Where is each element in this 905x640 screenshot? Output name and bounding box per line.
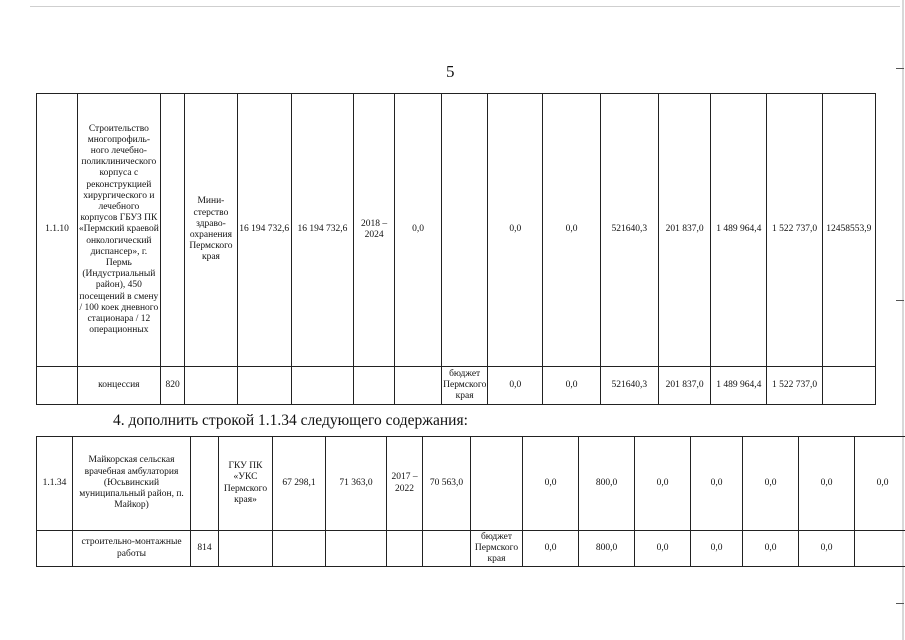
empty-cell [471, 437, 523, 531]
cell-value: 0,0 [743, 437, 799, 531]
funding-source: бюджет Пермского края [442, 367, 488, 405]
empty-cell [37, 531, 73, 567]
empty-cell [291, 367, 353, 405]
empty-cell [160, 94, 185, 367]
scan-mark [896, 603, 904, 604]
sub-item-name: концессия [77, 367, 160, 405]
cell-cost-2: 71 363,0 [326, 437, 387, 531]
budget-code: 820 [160, 367, 185, 405]
table-row [37, 531, 905, 567]
cell-cost-2: 16 194 732,6 [291, 94, 353, 367]
cell-value: 800,0 [579, 437, 635, 531]
program-table-2 [36, 436, 905, 567]
responsible-agency: ГКУ ПК «УКС Пермского края» [219, 437, 273, 531]
scan-edge-top [30, 6, 900, 7]
cell-value: 0,0 [543, 367, 600, 405]
row-code: 1.1.34 [37, 437, 73, 531]
cell-value: 0,0 [523, 531, 579, 567]
cell-value: 0,0 [635, 531, 691, 567]
cell-value: 0,0 [799, 531, 855, 567]
amendment-heading: 4. дополнить строкой 1.1.34 следующего содержания: [113, 412, 468, 429]
cell-value: 0,0 [523, 437, 579, 531]
program-table-1 [36, 93, 876, 405]
page-number: 5 [446, 62, 455, 81]
cell-period: 2017 – 2022 [387, 437, 423, 531]
table-row [37, 94, 876, 367]
cell-value: 521640,3 [600, 367, 658, 405]
funding-source: бюджет Пермского края [471, 531, 523, 567]
cell-value: 0,0 [691, 531, 743, 567]
empty-cell [185, 367, 237, 405]
cell-value: 1 489 964,4 [711, 367, 767, 405]
cell-value: 12458553,9 [822, 94, 875, 367]
cell-value: 0,0 [488, 367, 543, 405]
empty-cell [191, 437, 219, 531]
empty-cell [395, 367, 442, 405]
cell-value: 201 837,0 [659, 94, 711, 367]
object-name: Строительство многопрофиль-ного лечебно-поликлинического корпуса с реконструкцией хирургического и лечебного корпусов ГБУЗ ПК «Пермский краевой онкологический диспансер», г. Пермь (Индустриальный район), 450 посещений в смену / 100 коек дневного стационара / 12 операционных [77, 94, 160, 367]
cell-value: 1 522 737,0 [767, 367, 822, 405]
responsible-agency: Мини-стерство здраво-охранения Пермского края [185, 94, 237, 367]
empty-cell [237, 367, 291, 405]
cell-value [855, 531, 905, 567]
table-row [37, 367, 876, 405]
scan-mark [896, 68, 904, 69]
empty-cell [387, 531, 423, 567]
cell-value: 0,0 [855, 437, 905, 531]
cell-value: 70 563,0 [423, 437, 471, 531]
empty-cell [326, 531, 387, 567]
cell-value: 521640,3 [600, 94, 658, 367]
cell-value [442, 94, 488, 367]
empty-cell [37, 367, 78, 405]
cell-value: 0,0 [543, 94, 600, 367]
empty-cell [354, 367, 395, 405]
cell-value: 1 522 737,0 [767, 94, 822, 367]
cell-value: 0,0 [691, 437, 743, 531]
sub-item-name: строительно-монтажные работы [73, 531, 191, 567]
cell-value: 0,0 [799, 437, 855, 531]
budget-code: 814 [191, 531, 219, 567]
cell-value: 0,0 [395, 94, 442, 367]
scan-mark [896, 300, 904, 301]
cell-cost-1: 16 194 732,6 [237, 94, 291, 367]
empty-cell [273, 531, 326, 567]
object-name: Майкорская сельская врачебная амбулатория (Юсьвинский муниципальный район, п. Майкор) [73, 437, 191, 531]
cell-period: 2018 – 2024 [354, 94, 395, 367]
table-row [37, 437, 905, 531]
cell-cost-1: 67 298,1 [273, 437, 326, 531]
cell-value: 201 837,0 [659, 367, 711, 405]
cell-value: 0,0 [635, 437, 691, 531]
cell-value [822, 367, 875, 405]
cell-value: 0,0 [743, 531, 799, 567]
cell-value: 800,0 [579, 531, 635, 567]
empty-cell [423, 531, 471, 567]
row-code: 1.1.10 [37, 94, 78, 367]
empty-cell [219, 531, 273, 567]
cell-value: 0,0 [488, 94, 543, 367]
cell-value: 1 489 964,4 [711, 94, 767, 367]
